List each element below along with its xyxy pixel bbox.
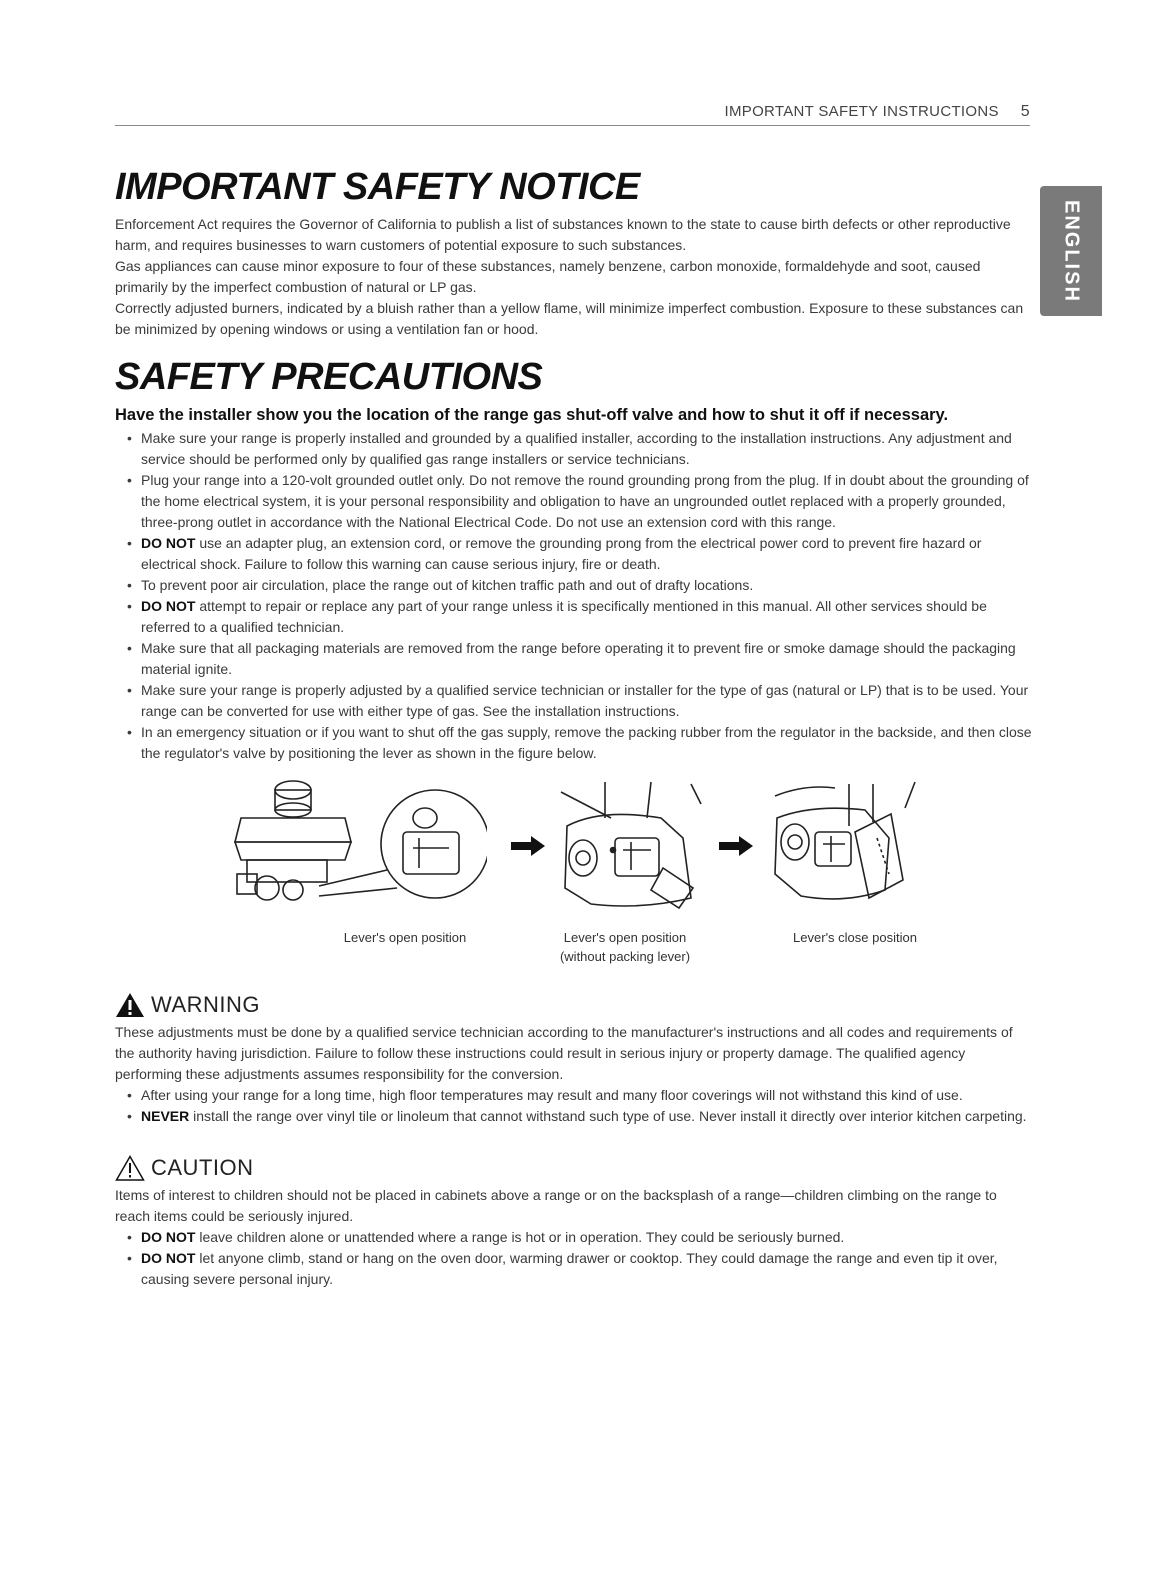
caution-label: CAUTION	[151, 1155, 254, 1180]
list-item: • Make sure that all packaging materials are removed from the range before operating it to prevent fire or smoke damage should the packaging material ignite.	[127, 640, 1016, 677]
figure-caption: Lever's open position (without packing lever)	[559, 930, 691, 964]
regulator-illustration	[227, 778, 487, 918]
figure-caption: Lever's close position	[793, 930, 917, 945]
caution-paragraph: Items of interest to children should not be placed in cabinets above a range or on the backsplash of a range—children climbing on the range to reach items could be seriously injured.	[115, 1187, 997, 1224]
list-item: • In an emergency situation or if you want to shut off the gas supply, remove the packing rubber from the regulator in the backside, and then close the regulator's valve by positioning the lever as shown in the figure below.	[127, 724, 1032, 761]
caution-triangle-icon	[115, 1155, 145, 1181]
list-item: • Make sure your range is properly installed and grounded by a qualified installer, according to the installation instructions. Any adjustment and service should be performed only by qualified gas range installers or service technicians.	[127, 430, 1012, 467]
list-item: • To prevent poor air circulation, place the range out of kitchen traffic path and out of drafty locations.	[127, 577, 754, 593]
warning-paragraph: These adjustments must be done by a qualified service technician according to the manufacturer's instructions and all codes and requirements of the authority having jurisdiction. Failure to follow these instructions could result in serious injury or property damage. The qualified agency performing these adjustments assumes responsibility for the conversion.	[115, 1024, 1013, 1082]
notice-paragraph: Gas appliances can cause minor exposure to four of these substances, namely benzene, carbon monoxide, formaldehyde and soot, caused primarily by the imperfect combustion of natural or LP gas.	[115, 258, 981, 295]
right-arrow-icon	[719, 836, 753, 856]
regulator-figure	[115, 778, 1035, 968]
lever-closed-illustration	[765, 778, 935, 918]
caution-heading	[115, 1153, 1035, 1183]
running-header	[115, 103, 1030, 126]
figure-caption: Lever's open position	[343, 930, 467, 945]
warning-heading	[115, 990, 1035, 1020]
precautions-list	[115, 428, 1035, 764]
list-item: • DO NOT attempt to repair or replace any part of your range unless it is specifically mentioned in this manual. All other services should be referred to a qualified technician.	[127, 598, 987, 635]
language-tab-label: ENGLISH	[1060, 199, 1083, 303]
precautions-subtitle: Have the installer show you the location of the range gas shut-off valve and how to shut it off if necessary.	[115, 406, 949, 424]
notice-paragraph: Correctly adjusted burners, indicated by a bluish rather than a yellow flame, will minimize imperfect combustion. Exposure to these substances can be minimized by opening windows or using a ventilation fan or hood.	[115, 300, 1024, 337]
caution-list	[115, 1227, 1035, 1290]
list-item: • DO NOT leave children alone or unattended where a range is hot or in operation. They could be seriously burned.	[127, 1229, 845, 1245]
header-section-title: IMPORTANT SAFETY INSTRUCTIONS	[724, 103, 999, 120]
precautions-title: SAFETY PRECAUTIONS	[115, 356, 543, 398]
language-side-tab	[1040, 186, 1102, 316]
list-item: • Make sure your range is properly adjusted by a qualified service technician or installer for the type of gas (natural or LP) that is to be used. Your range can be converted for use with either type of gas. See the installation instructions.	[127, 682, 1029, 719]
notice-title: IMPORTANT SAFETY NOTICE	[115, 166, 640, 208]
list-item: • After using your range for a long time, high floor temperatures may result and many floor coverings will not withstand this kind of use.	[127, 1087, 963, 1103]
warning-list	[115, 1085, 1035, 1127]
right-arrow-icon	[511, 836, 545, 856]
list-item: • Plug your range into a 120-volt grounded outlet only. Do not remove the round grounding prong from the plug. If in doubt about the grounding of the home electrical system, it is your personal responsibility and obligation to have an ungrounded outlet replaced with a properly grounded, three-prong outlet in accordance with the National Electrical Code. Do not use an extension cord with this range.	[127, 472, 1029, 530]
list-item: • DO NOT let anyone climb, stand or hang on the oven door, warming drawer or cooktop. They could damage the range and even tip it over, causing severe personal injury.	[127, 1250, 998, 1287]
list-item: • NEVER install the range over vinyl tile or linoleum that cannot withstand such type of use. Never install it directly over interior kitchen carpeting.	[127, 1108, 1027, 1124]
warning-label: WARNING	[151, 992, 261, 1017]
page-number: 5	[1020, 103, 1030, 120]
warning-triangle-icon	[115, 992, 145, 1018]
lever-open-illustration	[551, 778, 721, 918]
page-content	[115, 164, 1035, 1290]
list-item: • DO NOT use an adapter plug, an extension cord, or remove the grounding prong from the electrical power cord to prevent fire hazard or electrical shock. Failure to follow this warning can cause serious injury, fire or death.	[127, 535, 982, 572]
notice-paragraph: Enforcement Act requires the Governor of California to publish a list of substances known to the state to cause birth defects or other reproductive harm, and requires businesses to warn customers of potential exposure to such substances.	[115, 216, 1011, 253]
